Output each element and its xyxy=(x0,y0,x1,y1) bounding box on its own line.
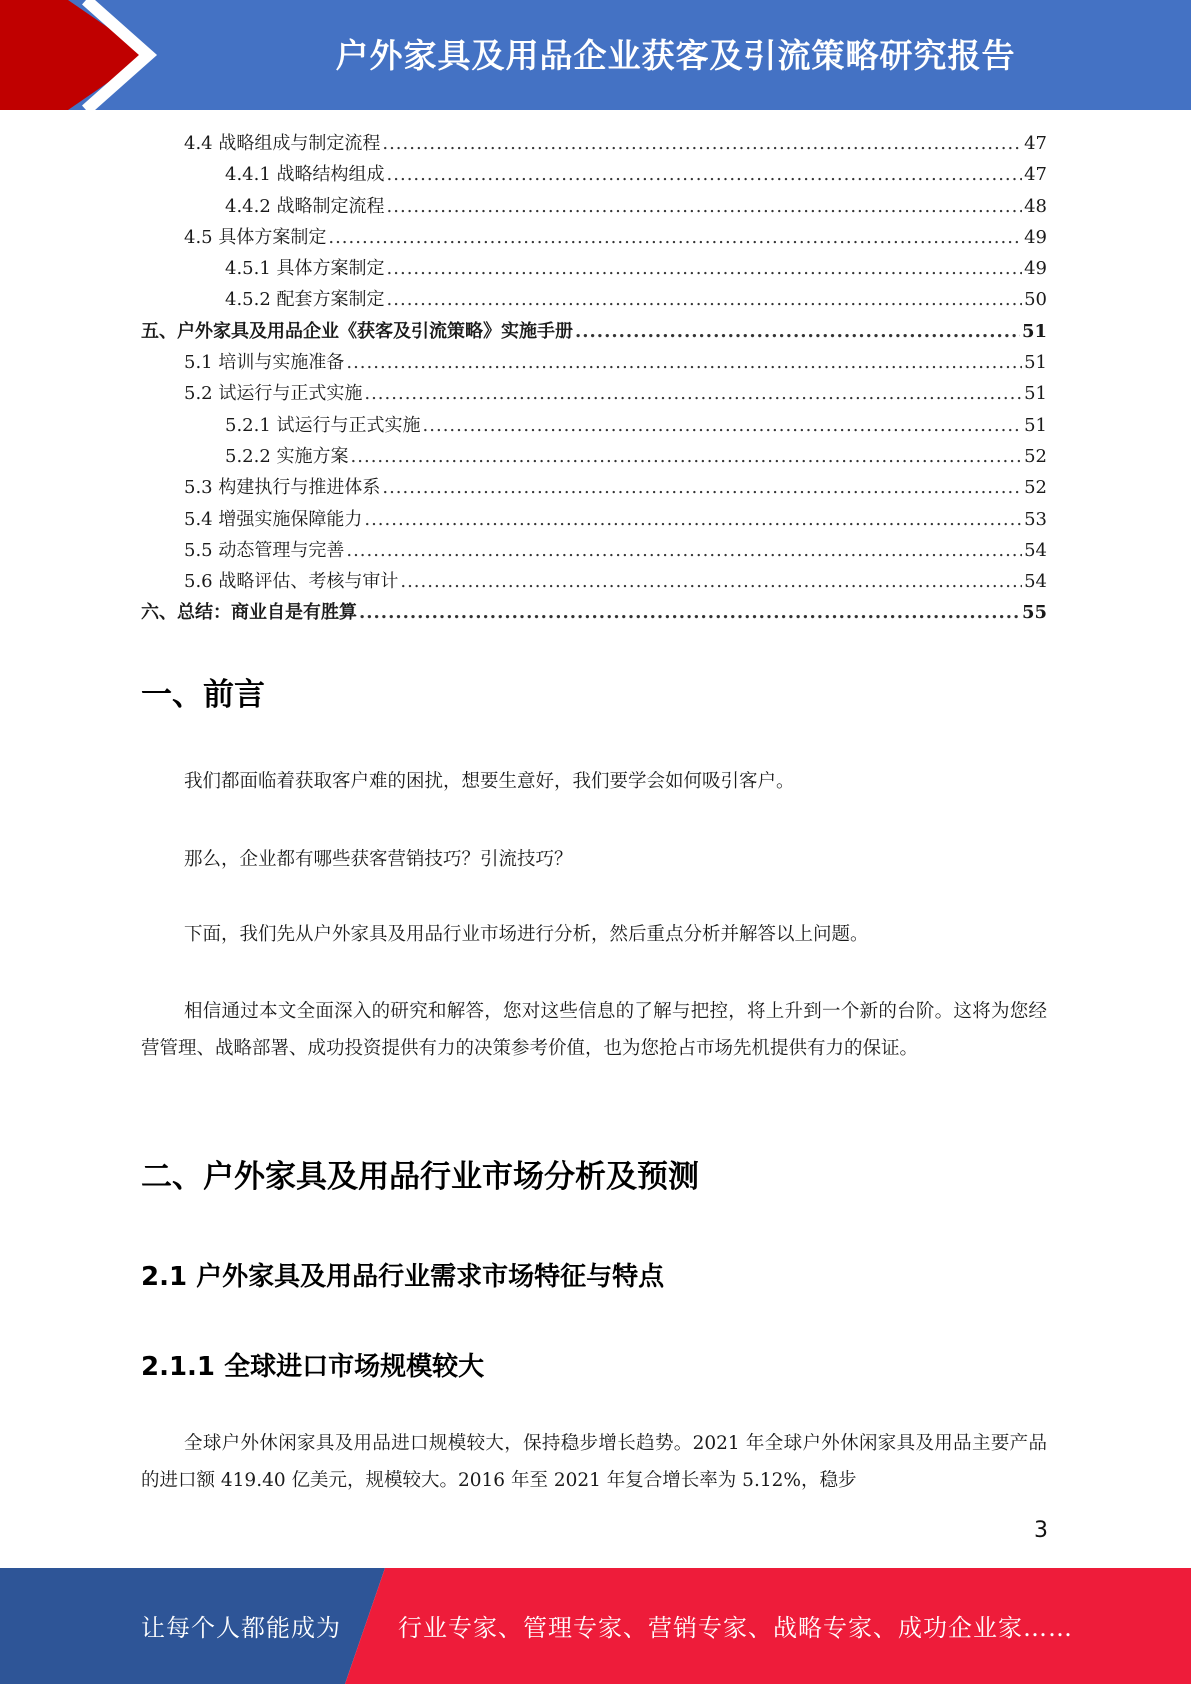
toc-entry-page: 52 xyxy=(1024,445,1047,467)
page-number: 3 xyxy=(1034,1518,1048,1543)
toc-entry[interactable] xyxy=(141,191,1047,222)
toc-entry[interactable] xyxy=(141,128,1047,159)
footer-slogan-left: 让每个人都能成为 xyxy=(141,1614,341,1642)
toc-entry[interactable] xyxy=(141,504,1047,535)
toc-entry[interactable] xyxy=(141,597,1047,628)
toc-entry-title: 5.1 培训与实施准备 xyxy=(184,352,345,374)
toc-entry-page: 54 xyxy=(1024,539,1047,561)
toc-entry[interactable] xyxy=(141,566,1047,597)
toc-dot-leader xyxy=(387,253,1023,284)
toc-entry-page: 51 xyxy=(1024,383,1047,405)
toc-entry[interactable] xyxy=(141,253,1047,284)
toc-dot-leader xyxy=(359,597,1020,628)
toc-entry-page: 49 xyxy=(1024,226,1047,248)
toc-entry-title: 六、总结：商业自是有胜算 xyxy=(141,602,357,624)
toc-dot-leader xyxy=(364,378,1022,409)
toc-entry-page: 48 xyxy=(1024,195,1047,217)
preface-paragraph-1: 我们都面临着获取客户难的困扰，想要生意好，我们要学会如何吸引客户。 xyxy=(184,771,795,792)
toc-entry-page: 47 xyxy=(1024,133,1047,154)
toc-entry[interactable] xyxy=(141,535,1047,566)
toc-entry-page: 51 xyxy=(1021,320,1047,342)
toc-entry-page: 52 xyxy=(1024,477,1047,499)
toc-entry-page: 53 xyxy=(1024,508,1047,530)
toc-entry-title: 5.2.2 实施方案 xyxy=(225,445,349,467)
footer-slogan-right: 行业专家、管理专家、营销专家、战略专家、成功企业家…… xyxy=(398,1614,1073,1642)
toc-entry[interactable] xyxy=(141,222,1047,253)
toc-entry[interactable] xyxy=(141,284,1047,315)
toc-dot-leader xyxy=(382,128,1022,159)
toc-entry[interactable] xyxy=(141,316,1047,347)
toc-dot-leader xyxy=(364,504,1022,535)
toc-dot-leader xyxy=(400,566,1022,597)
preface-paragraph-2: 那么，企业都有哪些获客营销技巧？引流技巧？ xyxy=(184,849,573,870)
page-header xyxy=(0,0,1191,110)
toc-entry-page: 49 xyxy=(1024,258,1047,280)
toc-dot-leader xyxy=(387,159,1023,190)
market-paragraph: 全球户外休闲家具及用品进口规模较大，保持稳步增长趋势。2021 年全球户外休闲家具及用品主要产品的进口额 419.40 亿美元，规模较大。2016 年至 2021 年复合增长率为 5.12%，稳步 xyxy=(141,1433,1047,1491)
toc-entry-page: 50 xyxy=(1024,289,1047,311)
toc-entry[interactable] xyxy=(141,472,1047,503)
toc-dot-leader xyxy=(382,472,1022,503)
toc-entry-title: 4.5.2 配套方案制定 xyxy=(225,289,385,311)
toc-entry[interactable] xyxy=(141,347,1047,378)
toc-entry-title: 5.4 增强实施保障能力 xyxy=(184,508,363,530)
toc-dot-leader xyxy=(423,410,1023,441)
preface-paragraph-3: 下面，我们先从户外家具及用品行业市场进行分析，然后重点分析并解答以上问题。 xyxy=(184,924,869,945)
toc-entry[interactable] xyxy=(141,410,1047,441)
table-of-contents xyxy=(141,128,1047,629)
toc-entry-title: 5.3 构建执行与推进体系 xyxy=(184,477,381,499)
toc-dot-leader xyxy=(346,535,1022,566)
toc-entry[interactable] xyxy=(141,441,1047,472)
toc-entry-title: 4.5.1 具体方案制定 xyxy=(225,258,385,280)
subsection-heading-2-1: 2.1 户外家具及用品行业需求市场特征与特点 xyxy=(141,1262,665,1292)
toc-entry-title: 5.2.1 试运行与正式实施 xyxy=(225,414,421,436)
toc-entry-title: 4.4.1 战略结构组成 xyxy=(225,164,385,186)
toc-dot-leader xyxy=(351,441,1023,472)
section-heading-preface: 一、前言 xyxy=(141,677,265,713)
toc-entry-page: 51 xyxy=(1024,414,1047,436)
toc-entry-title: 五、户外家具及用品企业《获客及引流策略》实施手册 xyxy=(141,320,573,342)
toc-dot-leader xyxy=(387,191,1023,222)
preface-paragraph-4: 相信通过本文全面深入的研究和解答，您对这些信息的了解与把控，将上升到一个新的台阶。这将为您经营管理、战略部署、成功投资提供有力的决策参考价值，也为您抢占市场先机提供有力的保证。 xyxy=(141,1001,1047,1059)
subsection-heading-2-1-1: 2.1.1 全球进口市场规模较大 xyxy=(141,1352,485,1382)
red-arrow-decoration xyxy=(0,0,200,110)
toc-entry-title: 5.2 试运行与正式实施 xyxy=(184,383,363,405)
toc-entry[interactable] xyxy=(141,378,1047,409)
toc-entry-page: 55 xyxy=(1021,602,1047,624)
toc-entry[interactable] xyxy=(141,159,1047,190)
page-footer xyxy=(0,1568,1191,1684)
toc-entry-page: 54 xyxy=(1024,571,1047,593)
toc-entry-title: 4.5 具体方案制定 xyxy=(184,226,327,248)
toc-entry-title: 5.6 战略评估、考核与审计 xyxy=(184,571,399,593)
toc-entry-title: 4.4.2 战略制定流程 xyxy=(225,195,385,217)
toc-dot-leader xyxy=(387,284,1023,315)
toc-entry-page: 47 xyxy=(1024,164,1047,186)
toc-dot-leader xyxy=(328,222,1022,253)
toc-entry-page: 51 xyxy=(1024,352,1047,374)
toc-entry-title: 4.4 战略组成与制定流程 xyxy=(184,133,381,154)
toc-dot-leader xyxy=(575,316,1020,347)
toc-dot-leader xyxy=(346,347,1022,378)
section-heading-market-analysis: 二、户外家具及用品行业市场分析及预测 xyxy=(141,1159,699,1195)
report-title: 户外家具及用品企业获客及引流策略研究报告 xyxy=(335,36,1016,75)
toc-entry-title: 5.5 动态管理与完善 xyxy=(184,539,345,561)
